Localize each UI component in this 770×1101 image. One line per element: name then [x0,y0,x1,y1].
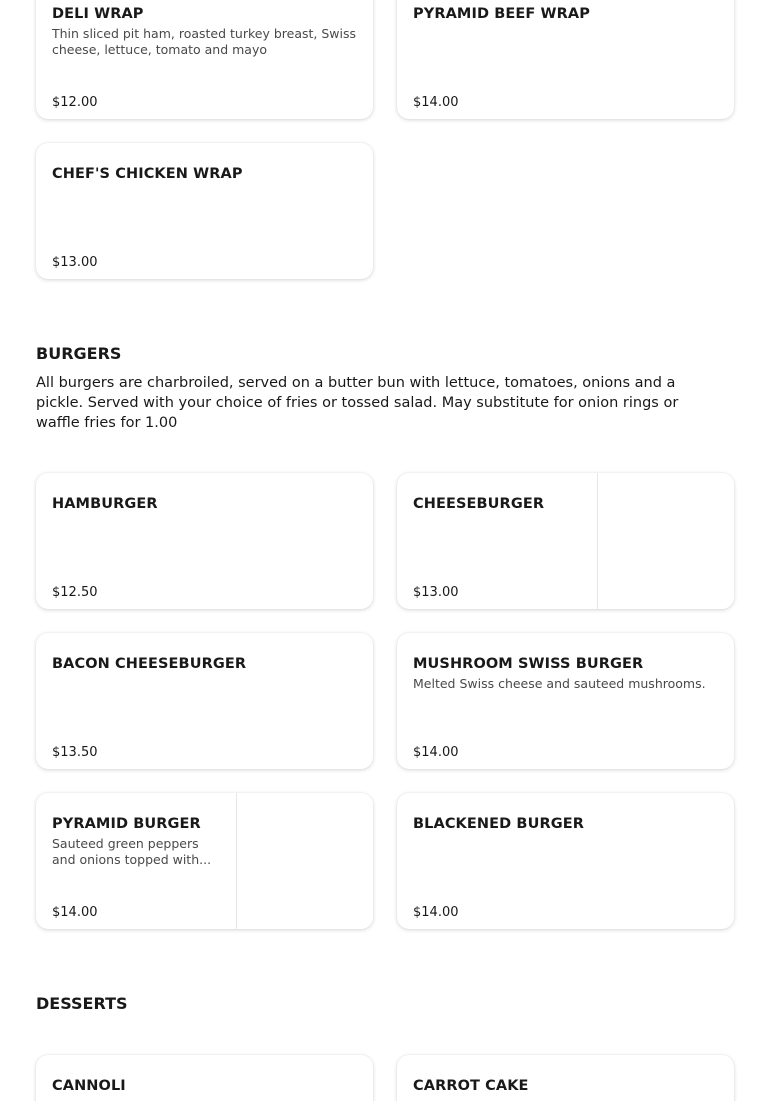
menu-item-blackened-burger[interactable] [397,793,734,929]
item-price: $12.00 [52,95,98,110]
section-description-burgers: All burgers are charbroiled, served on a butter bun with lettuce, tomatoes, onions and a pickle. Served with your choice of fries or tossed salad. May substitute for onion rings or waffle fries for 1.00 [36,375,679,431]
menu-item-mushroom-swiss-burger[interactable] [397,633,734,769]
item-name: BLACKENED BURGER [413,816,584,832]
item-price: $14.00 [52,905,98,920]
item-name: CHEESEBURGER [413,496,545,512]
item-image [236,793,373,929]
item-description: Thin sliced pit ham, roasted turkey breast, Swiss cheese, lettuce, tomato and mayo [52,26,357,57]
item-image [597,473,734,609]
item-price: $13.00 [413,585,459,600]
item-name: MUSHROOM SWISS BURGER [413,656,644,672]
item-name: CARROT CAKE [413,1078,529,1094]
item-price: $14.00 [413,95,459,110]
menu-item-deli-wrap[interactable] [36,0,373,119]
item-description: Melted Swiss cheese and sauteed mushrooms. [413,676,706,691]
item-name: CANNOLI [52,1078,126,1094]
item-price: $12.50 [52,585,98,600]
menu-item-pyramid-beef-wrap[interactable] [397,0,734,119]
item-price: $14.00 [413,745,459,760]
menu-item-pyramid-burger[interactable] [36,793,373,929]
menu-item-cannoli[interactable] [36,1055,373,1101]
item-name: PYRAMID BEEF WRAP [413,6,590,22]
item-name: HAMBURGER [52,496,158,512]
item-description: Sauteed green peppers and onions topped with... [52,836,212,867]
item-price: $14.00 [413,905,459,920]
menu-item-hamburger[interactable] [36,473,373,609]
item-price: $13.50 [52,745,98,760]
section-title-desserts: DESSERTS [36,994,128,1013]
menu-item-cheeseburger[interactable] [397,473,734,609]
item-name: PYRAMID BURGER [52,816,201,832]
menu-item-chefs-chicken-wrap[interactable] [36,143,373,279]
menu-item-carrot-cake[interactable] [397,1055,734,1101]
menu-item-bacon-cheeseburger[interactable] [36,633,373,769]
item-price: $13.00 [52,255,98,270]
section-title-burgers: BURGERS [36,344,122,363]
item-name: BACON CHEESEBURGER [52,656,247,672]
item-name: DELI WRAP [52,6,144,22]
item-name: CHEF'S CHICKEN WRAP [52,166,243,182]
